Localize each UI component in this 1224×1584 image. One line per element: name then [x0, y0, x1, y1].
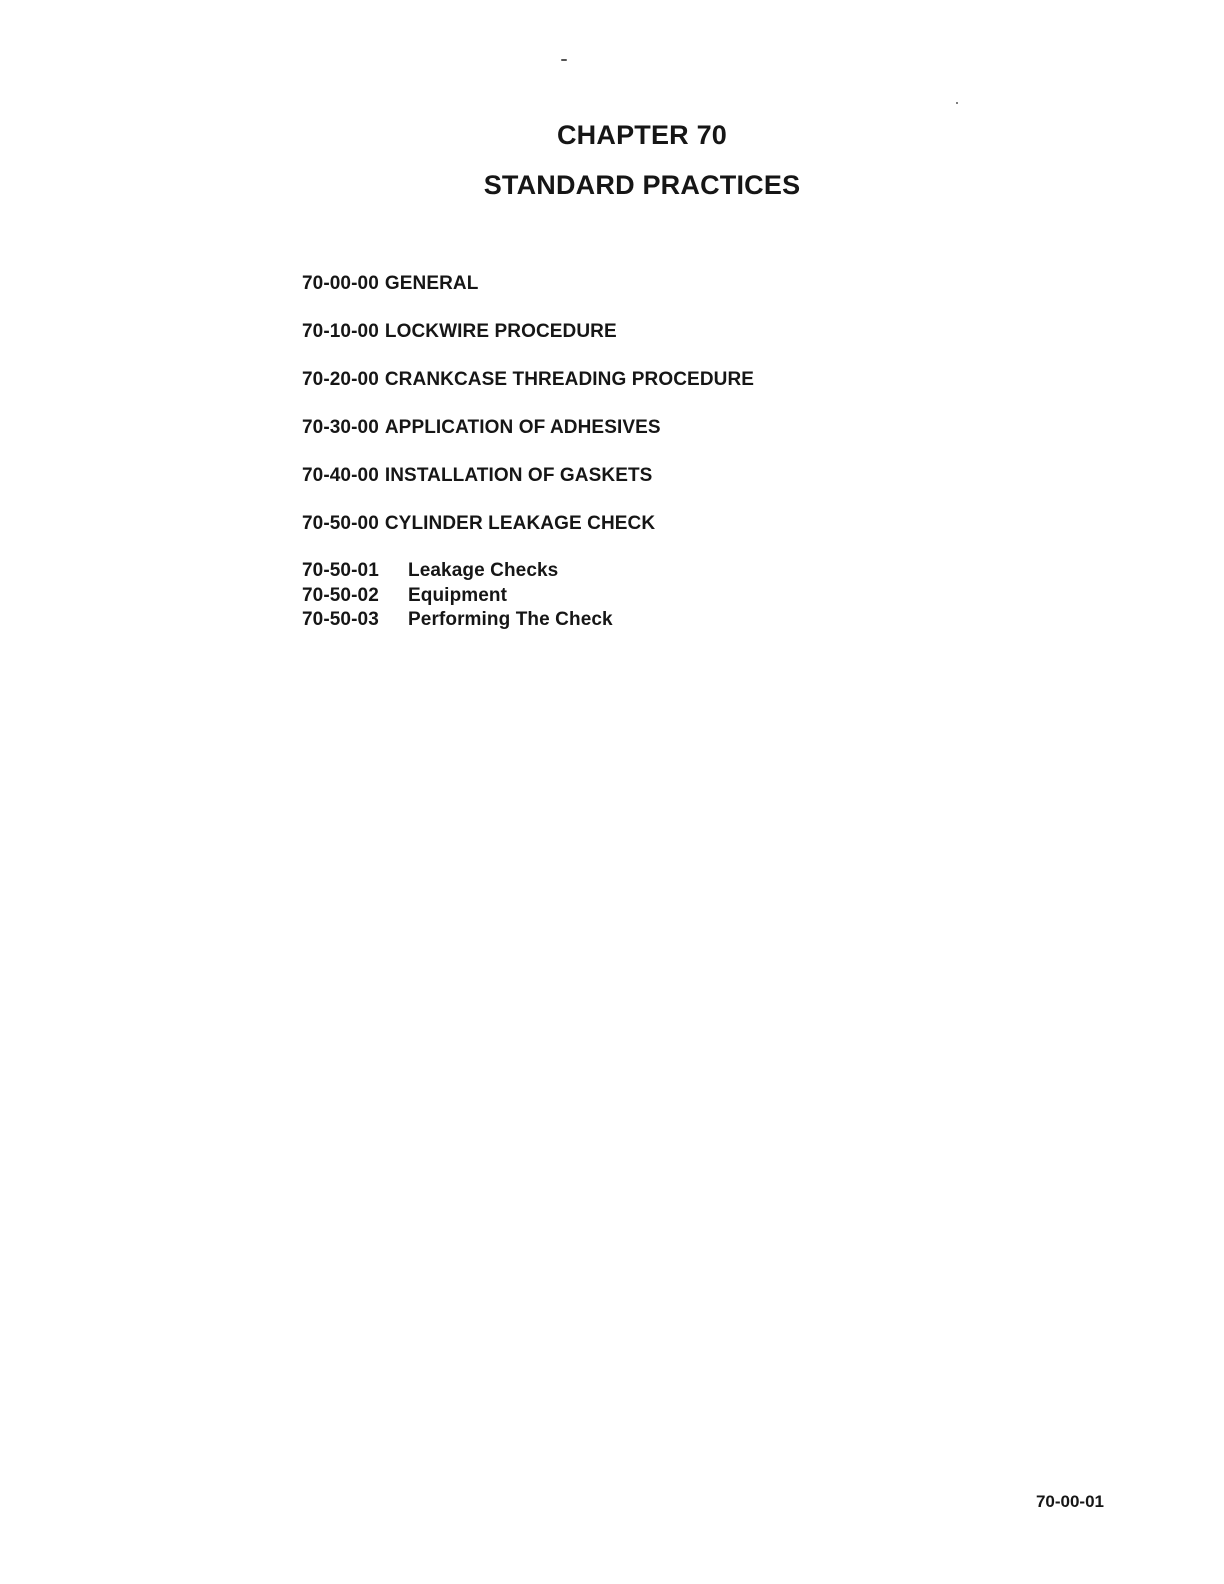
toc-section — [302, 512, 754, 560]
table-of-contents — [302, 272, 754, 560]
subsection-code: 70-50-03 — [302, 609, 379, 630]
section-code: 70-20-00 — [302, 369, 379, 390]
section-code: 70-40-00 — [302, 465, 379, 486]
scan-speck — [956, 102, 958, 104]
section-title: INSTALLATION OF GASKETS — [384, 465, 653, 486]
subsection-title: Leakage Checks — [408, 560, 559, 581]
subsection-code: 70-50-02 — [302, 584, 379, 606]
toc-subsection — [302, 584, 613, 609]
section-code: 70-10-00 — [302, 321, 379, 342]
section-title: CRANKCASE THREADING PROCEDURE — [384, 369, 755, 390]
chapter-title: CHAPTER 70 — [556, 120, 728, 150]
toc-section — [302, 272, 754, 320]
toc-subsections — [302, 559, 613, 633]
section-code: 70-30-00 — [302, 417, 379, 438]
toc-section — [302, 320, 754, 368]
subsection-title: Performing The Check — [408, 609, 613, 630]
subsection-title: Equipment — [408, 584, 508, 606]
section-title: LOCKWIRE PROCEDURE — [384, 321, 617, 342]
toc-section — [302, 464, 754, 512]
section-title: CYLINDER LEAKAGE CHECK — [384, 513, 656, 534]
section-title: APPLICATION OF ADHESIVES — [384, 417, 661, 438]
section-code: 70-00-00 — [302, 273, 379, 294]
toc-subsection — [302, 559, 613, 584]
page-number: 70-00-01 — [1035, 1492, 1104, 1511]
section-title: GENERAL — [384, 273, 479, 294]
subsection-code: 70-50-01 — [302, 560, 379, 581]
chapter-subtitle: STANDARD PRACTICES — [483, 170, 801, 200]
scan-speck — [561, 59, 567, 61]
toc-subsection — [302, 608, 613, 633]
toc-section — [302, 368, 754, 416]
section-code: 70-50-00 — [302, 513, 379, 534]
toc-section — [302, 416, 754, 464]
